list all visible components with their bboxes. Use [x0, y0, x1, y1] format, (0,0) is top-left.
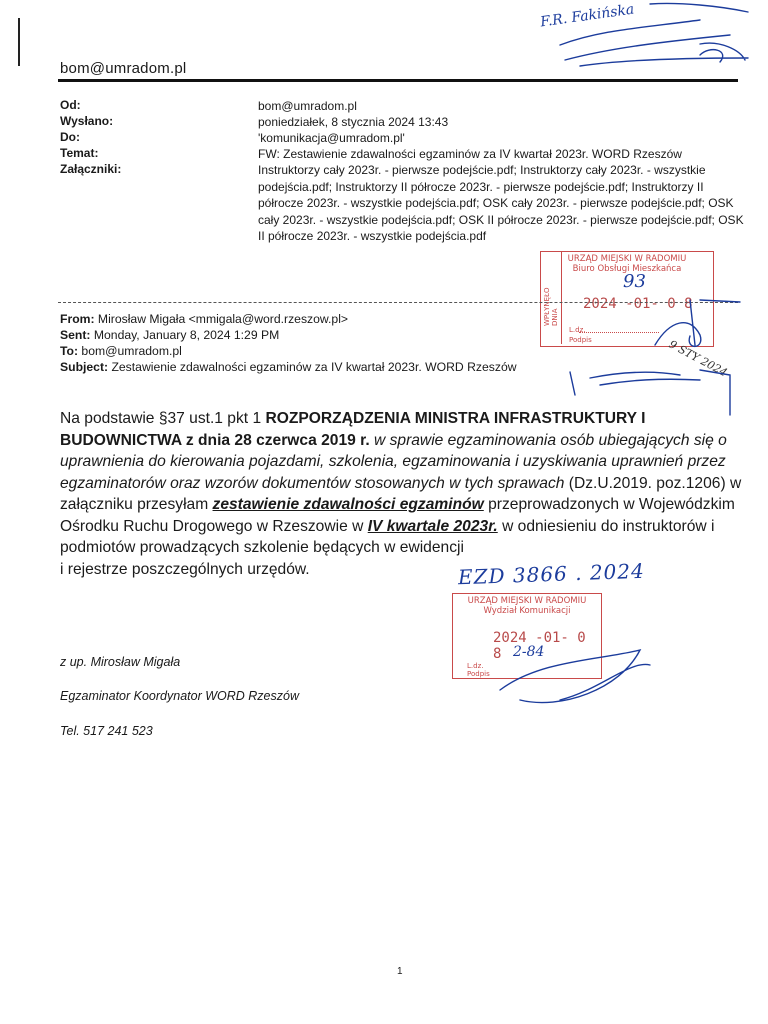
top-annotation-scribble	[560, 20, 748, 66]
attachments-value: Instruktorzy cały 2023r. - pierwsze podejście.pdf; Instruktorzy cały 2023r. - wszystkie podejścia.pdf; Instruktorzy II półrocze 2023r. - pierwsze podejście.pdf; Instruktorzy II półrocze 2023r. - wszystkie podejścia.pdf; OSK cały 2023r. - pierwsze podejście.pdf; OSK cały 2023r. - wszystkie podejścia.pdf; OSK II półrocze 2023r. - pierwsze podejście.pdf; OSK II półrocze 2023r. - wszystkie podejścia.pdf	[258, 163, 744, 243]
stamp2-signature-scribble	[500, 650, 650, 703]
stamp2-podpis: Podpis	[467, 670, 490, 678]
body-regulation-title: w sprawie egzaminowania osób ubiegających się o uprawnienia do kierowania pojazdami, szkolenia, egzaminowania i uzyskiwania uprawnień przez egzaminatorów oraz wzorów dokumentów stosowanych w tych sprawach	[60, 431, 727, 492]
to-value: 'komunikacja@umradom.pl'	[258, 131, 405, 145]
fwd-sent-value: Monday, January 8, 2024 1:29 PM	[90, 328, 280, 342]
body-registry: i rejestrze poszczególnych urzędów.	[60, 560, 310, 578]
from-value: bom@umradom.pl	[258, 99, 357, 113]
fwd-sent-label: Sent:	[60, 328, 91, 342]
signature-title: Egzaminator Koordynator WORD Rzeszów	[60, 689, 299, 703]
subject-value: FW: Zestawienie zdawalności egzaminów za IV kwartał 2023r. WORD Rzeszów	[258, 147, 682, 161]
to-label: Do:	[60, 130, 80, 144]
arrow-line	[700, 300, 740, 302]
stamp2-department: Wydział Komunikacji	[483, 606, 571, 616]
from-label: Od:	[60, 98, 81, 112]
stamp-department: Biuro Obsługi Mieszkańca	[572, 264, 682, 274]
stamp-side-label: WPŁYNĘŁO DNIA	[543, 287, 559, 326]
stamp-date: 2024 -01- 0 8	[583, 296, 693, 312]
stamp1-signature-scribble	[655, 300, 701, 346]
handwritten-name: F.R. Fakińska	[539, 1, 636, 31]
stamp-ldz: L.dz.	[569, 326, 586, 334]
stamp-podpis: Podpis	[569, 336, 592, 344]
stamp2-number: 2-84	[513, 644, 545, 660]
handwritten-ezd-number: EZD 3866 . 2024	[457, 558, 646, 590]
fwd-to-label: To:	[60, 344, 79, 358]
fwd-subject-value: Zestawienie zdawalności egzaminów za IV kwartał 2023r. WORD Rzeszów	[108, 360, 517, 374]
body-scope: w odniesieniu do instruktorów i podmiotów prowadzących szkolenie będących w ewidencji	[60, 517, 715, 556]
top-right-signature	[650, 3, 748, 62]
page-number: 1	[397, 966, 403, 977]
attachments-label: Załączniki:	[60, 162, 122, 176]
body-attachment-ref: zestawienie zdawalności egzaminów	[212, 496, 484, 513]
sender-address: bom@umradom.pl	[60, 60, 187, 77]
body-intro: Na podstawie §37 ust.1 pkt 1	[60, 410, 266, 427]
body-quarter: IV kwartale 2023r.	[367, 517, 498, 535]
handwritten-date-stamp: 9 STY 2024	[666, 337, 730, 380]
stamp2-ldz: L.dz.	[467, 662, 484, 670]
body-regulation: ROZPORZĄDZENIA MINISTRA INFRASTRUKTURY I BUDOWNICTWA z dnia 28 czerwca 2019 r.	[60, 410, 646, 449]
stamp2-office: URZĄD MIEJSKI W RADOMIU	[467, 596, 587, 606]
fwd-subject-label: Subject:	[60, 360, 109, 374]
stamp-office: URZĄD MIEJSKI W RADOMIU	[567, 254, 687, 264]
signature-name: z up. Mirosław Migała	[60, 655, 181, 669]
body-conducted: przeprowadzonych w Wojewódzkim Ośrodku Ruchu Drogowego w Rzeszowie w	[60, 496, 735, 535]
sent-value: poniedziałek, 8 stycznia 2024 13:43	[258, 115, 449, 129]
initials-signature	[570, 370, 730, 415]
fwd-to-value: bom@umradom.pl	[78, 344, 182, 358]
signature-phone: Tel. 517 241 523	[60, 724, 153, 738]
stamp-number: 93	[623, 271, 646, 292]
body-journal: (Dz.U.2019. poz.1206) w załączniku przesyłam	[60, 474, 742, 513]
fwd-from-label: From:	[60, 312, 95, 326]
stamp2-date: 2024 -01- 0 8	[493, 630, 586, 662]
sent-label: Wysłano:	[60, 114, 114, 128]
subject-label: Temat:	[60, 146, 99, 160]
fwd-from-value: Mirosław Migała <mmigala@word.rzeszow.pl>	[94, 312, 349, 326]
